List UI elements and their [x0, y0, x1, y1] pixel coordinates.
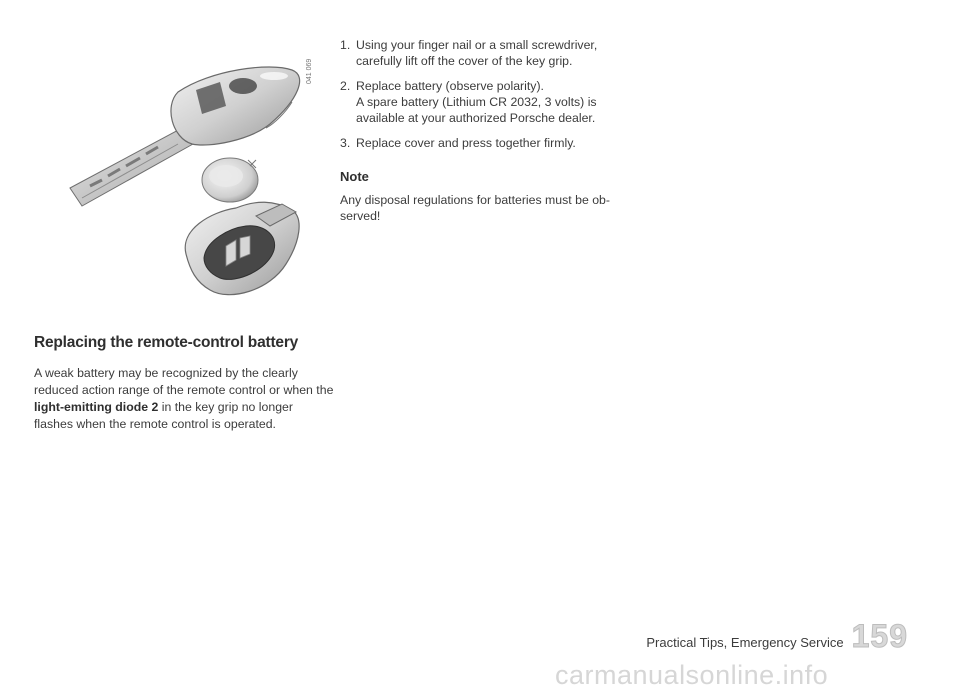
key-blade [70, 128, 193, 206]
page-footer [646, 618, 908, 658]
opened-key-grip [185, 202, 299, 294]
page-number: 159 [851, 618, 908, 654]
led-reference: light-emitting diode 2 [34, 400, 159, 414]
step-number: 2. [340, 79, 351, 93]
step-line: available at your authorized Porsche dealer. [356, 111, 596, 125]
step-number: 1. [340, 38, 351, 52]
instruction-steps [340, 37, 640, 160]
section-title: Replacing the remote-control battery [34, 334, 299, 351]
step-line: Replace cover and press together firmly. [356, 136, 576, 150]
figure-code: 041 069 [306, 58, 313, 84]
step-1 [340, 37, 640, 69]
step-line: Replace battery (observe polarity). [356, 79, 544, 93]
para-text-2: in the key grip no longer flashes when the remote control is operated. [34, 400, 293, 431]
step-line: A spare battery (Lithium CR 2032, 3 volts) is [356, 95, 597, 109]
step-3 [340, 135, 640, 151]
key-grip [171, 67, 300, 145]
para-text-1: A weak battery may be recognized by the clearly reduced action range of the remote control or when the [34, 366, 334, 397]
step-number: 3. [340, 136, 351, 150]
note-line: Any disposal regulations for batteries must be ob- [340, 193, 610, 207]
section-paragraph [34, 365, 334, 433]
step-line: Using your finger nail or a small screwdriver, [356, 38, 598, 52]
chapter-title: Practical Tips, Emergency Service [646, 635, 844, 650]
watermark: carmanualsonline.info [555, 660, 829, 690]
key-battery-illustration [60, 40, 322, 310]
battery-cell [202, 158, 258, 202]
note-body [340, 192, 640, 224]
note-line: served! [340, 209, 381, 223]
step-2 [340, 78, 640, 126]
note-heading: Note [340, 169, 369, 184]
step-line: carefully lift off the cover of the key grip. [356, 54, 573, 68]
